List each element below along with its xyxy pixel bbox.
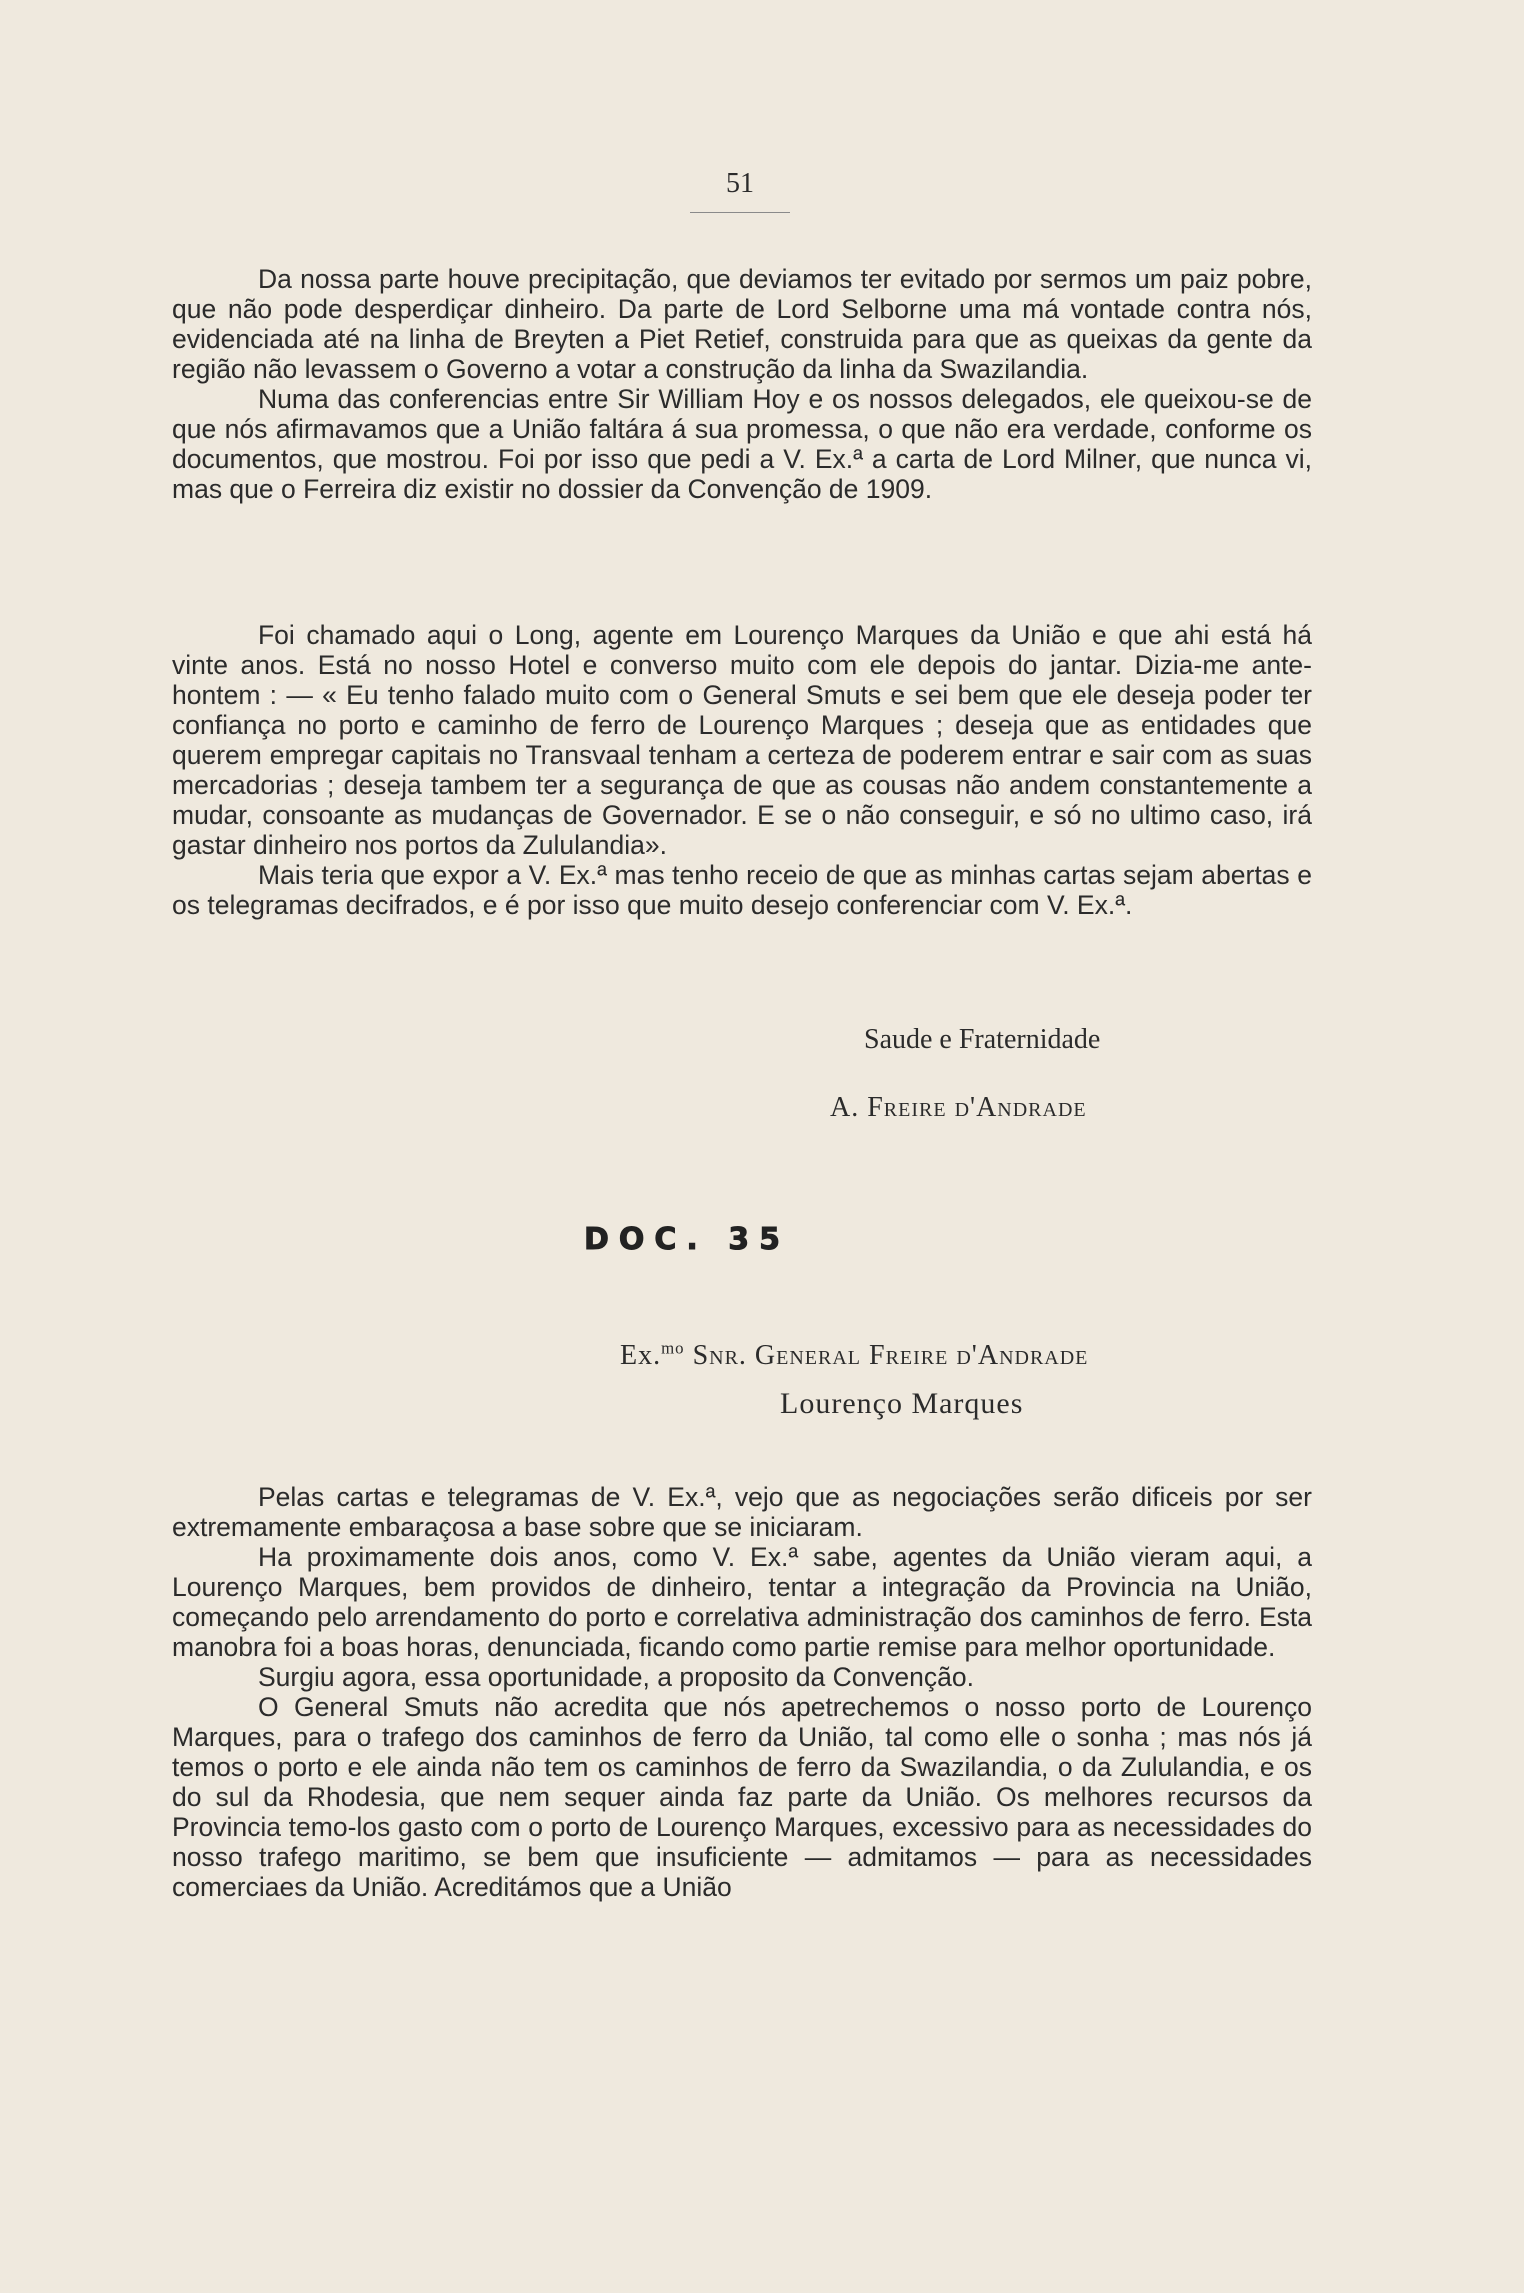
- letter2-paragraph: Pelas cartas e telegramas de V. Ex.ª, vejo que as negociações serão dificeis por ser extremamente embaraçosa a base sobre que se iniciaram.: [172, 1482, 1312, 1542]
- letter1-body-continued: [172, 620, 1312, 920]
- letter2-body: [172, 1482, 1312, 1902]
- doc-heading: DOC. 35: [584, 1222, 791, 1257]
- letter1-paragraph: Mais teria que expor a V. Ex.ª mas tenho receio de que as minhas cartas sejam abertas e os telegramas decifrados, e é por isso que muito desejo conferenciar com V. Ex.ª.: [172, 860, 1312, 920]
- letter2-paragraph: O General Smuts não acredita que nós apetrechemos o nosso porto de Lourenço Marques, para o trafego dos caminhos de ferro da União, tal como elle o sonha ; mas nós já temos o porto e ele ainda não tem os caminhos de ferro da Swazilandia, o da Zululandia, e os do sul da Rhodesia, que nem sequer ainda faz parte da União. Os melhores recursos da Provincia temo-los gasto com o porto de Lourenço Marques, excessivo para as necessidades do nosso trafego maritimo, se bem que insuficiente — admitamos — para as necessidades comerciaes da União. Acreditámos que a União: [172, 1692, 1312, 1902]
- signature-name: Freire d'Andrade: [867, 1092, 1087, 1123]
- addressee-name: Snr. General Freire d'Andrade: [692, 1340, 1089, 1371]
- page-number-rule: [690, 212, 790, 213]
- letter1-paragraph: Da nossa parte houve precipitação, que deviamos ter evitado por sermos um paiz pobre, que não pode desperdiçar dinheiro. Da parte de Lord Selborne uma má vontade contra nós, evidenciada até na linha de Breyten a Piet Retief, construida para que as queixas da gente da região não levassem o Governo a votar a construção da linha da Swazilandia.: [172, 264, 1312, 384]
- addressee-prefix: Ex.: [620, 1340, 662, 1371]
- letter2-paragraph: Surgiu agora, essa oportunidade, a proposito da Convenção.: [258, 1662, 974, 1692]
- letter2-paragraph: Ha proximamente dois anos, como V. Ex.ª sabe, agentes da União vieram aqui, a Lourenço Marques, bem providos de dinheiro, tentar a integração da Provincia na União, começando pelo arrendamento do porto e correlativa administração dos caminhos de ferro. Esta manobra foi a boas horas, denunciada, ficando como partie remise para melhor oportunidade.: [172, 1542, 1312, 1662]
- letter1-closing: Saude e Fraternidade: [864, 1024, 1101, 1055]
- letter1-paragraph: Numa das conferencias entre Sir William Hoy e os nossos delegados, ele queixou-se de que nós afirmavamos que a União faltára á sua promessa, o que não era verdade, conforme os documentos, que mostrou. Foi por isso que pedi a V. Ex.ª a carta de Lord Milner, que nunca vi, mas que o Ferreira diz existir no dossier da Convenção de 1909.: [172, 384, 1312, 504]
- letter2-addressee: [620, 1338, 1088, 1374]
- page-number: 51: [726, 168, 754, 199]
- letter2-location: Lourenço Marques: [780, 1387, 1024, 1420]
- letter1-paragraph: Foi chamado aqui o Long, agente em Lourenço Marques da União e que ahi está há vinte anos. Está no nosso Hotel e converso muito com ele depois do jantar. Dizia-me ante-hontem : — « Eu tenho falado muito com o General Smuts e sei bem que ele deseja poder ter confiança no porto e caminho de ferro de Lourenço Marques ; deseja que as entidades que querem empregar capitais no Transvaal tenham a certeza de poderem entrar e sair com as suas mercadorias ; deseja tambem ter a segurança de que as cousas não andem constantemente a mudar, consoante as mudanças de Governador. E se o não conseguir, e só no ultimo caso, irá gastar dinheiro nos portos da Zululandia».: [172, 620, 1312, 860]
- letter1-body: [172, 264, 1312, 504]
- addressee-superscript: mo: [661, 1338, 685, 1358]
- letter1-signature: [830, 1090, 1087, 1126]
- signature-initial: A.: [830, 1092, 860, 1123]
